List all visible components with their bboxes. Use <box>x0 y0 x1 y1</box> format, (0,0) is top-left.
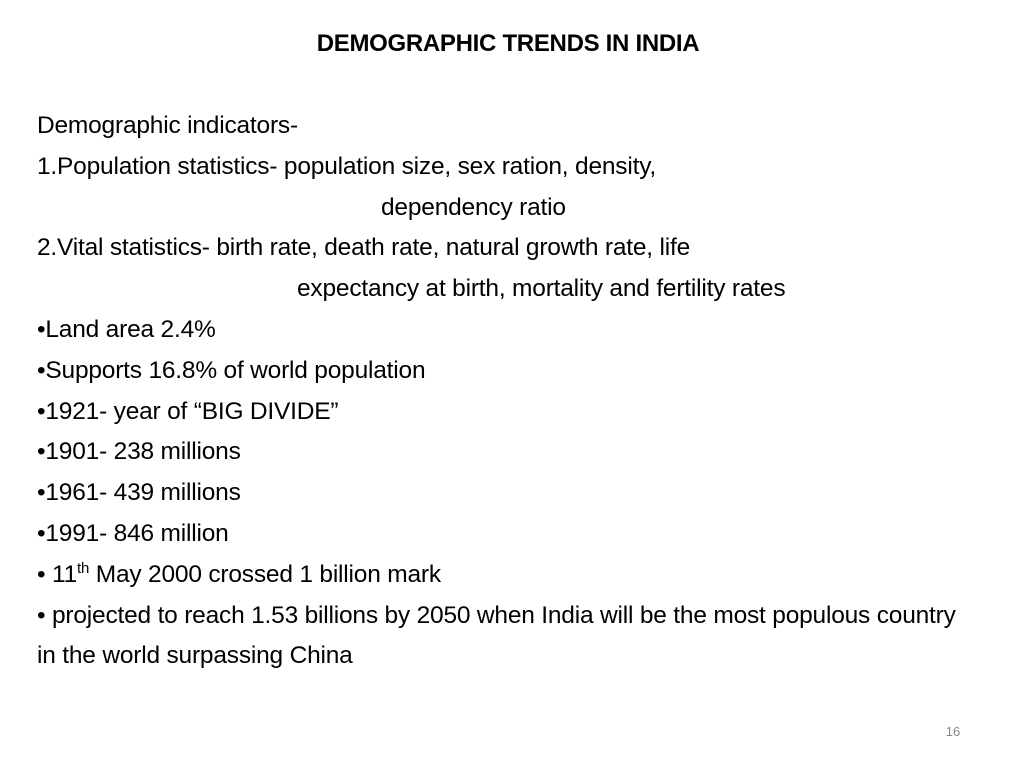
bullet-land-area: •Land area 2.4% <box>37 315 216 343</box>
bullet-1991: •1991- 846 million <box>37 519 229 547</box>
vital-statistics-line: 2.Vital statistics- birth rate, death rate, natural growth rate, life <box>37 234 691 262</box>
vital-statistics-continuation: expectancy at birth, mortality and fertility rates <box>297 275 786 303</box>
bullet-billion-mark <box>37 555 977 596</box>
bullet-1901: •1901- 238 millions <box>37 438 241 466</box>
slide-body <box>37 106 977 677</box>
bullet-big-divide: •1921- year of “BIG DIVIDE” <box>37 397 339 425</box>
bullet-world-population: •Supports 16.8% of world population <box>37 356 426 384</box>
bullet-projection: • projected to reach 1.53 billions by 2050 when India will be the most populous country in the world surpassing China <box>37 601 956 670</box>
slide-title: DEMOGRAPHIC TRENDS IN INDIA <box>316 30 700 57</box>
page-number: 16 <box>945 724 961 739</box>
population-statistics-line: 1.Population statistics- population size, sex ration, density, <box>37 152 657 180</box>
bullet-billion-text: May 2000 crossed 1 billion mark <box>89 560 441 588</box>
bullet-billion-prefix: • 11 <box>37 560 78 588</box>
population-statistics-continuation: dependency ratio <box>381 193 566 221</box>
indicators-heading: Demographic indicators- <box>37 112 298 139</box>
bullet-1961: •1961- 439 millions <box>37 479 241 507</box>
ordinal-suffix: th <box>77 559 90 577</box>
